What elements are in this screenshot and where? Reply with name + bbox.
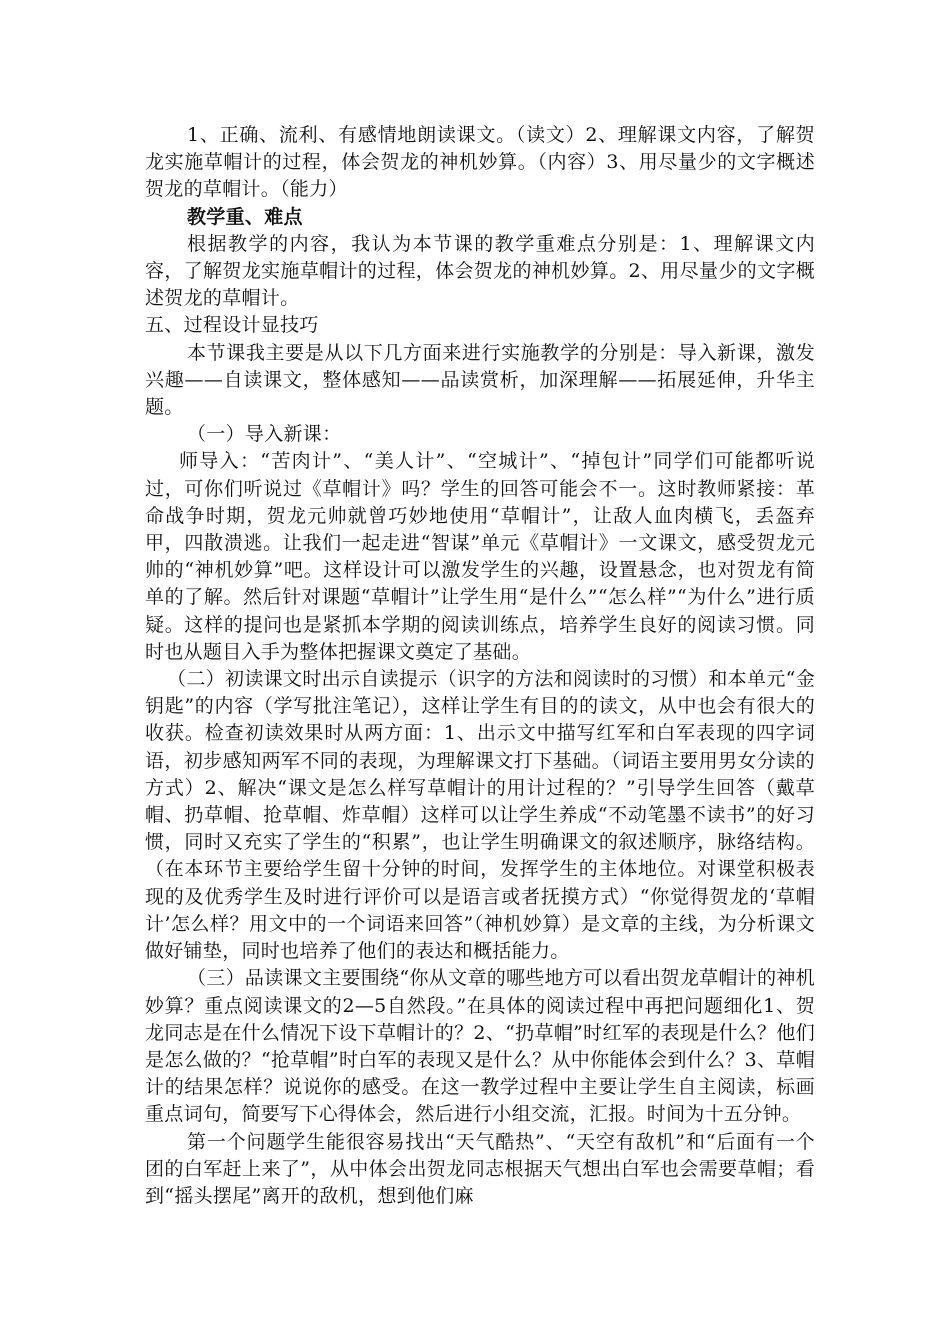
- document-page: [145, 122, 815, 1210]
- step-three-paragraph: （三）品读课文主要围绕“你从文章的哪些地方可以看出贺龙草帽计的神机妙算？重点阅读课文的2—5自然段。”在具体的阅读过程中再把问题细化1、贺龙同志是在什么情况下设下草帽计的？2、“扔草帽”时红军的表现是什么？他们是怎么做的？“抢草帽”时白军的表现又是什么？从中你能体会到什么？3、草帽计的结果怎样？说说你的感受。在这一教学过程中主要让学生自主阅读，标画重点词句，简要写下心得体会，然后进行小组交流，汇报。时间为十五分钟。: [145, 967, 815, 1126]
- key-points-heading: 教学重、难点: [187, 205, 303, 228]
- step-two-paragraph: （二）初读课文时出示自读提示（识字的方法和阅读时的习惯）和本单元“金钥匙”的内容（学写批注笔记），这样让学生有目的的读文，从中也会有很大的收获。检查初读效果时从两方面：1、出示文中描写红军和白军表现的四字词语，初步感知两军不同的表现，为理解课文打下基础。（词语主要用男女分读的方式）2、解决“课文是怎么样写草帽计的用计过程的？”引导学生回答（戴草帽、扔草帽、抢草帽、炸草帽）这样可以让学生养成“不动笔墨不读书”的好习惯，同时又充实了学生的“积累”，也让学生明确课文的叙述顺序，脉络结构。（在本环节主要给学生留十分钟的时间，发挥学生的主体地位。对课堂积极表现的及优秀学生及时进行评价可以是语言或者抚摸方式）“你觉得贺龙的‘草帽计’怎么样？用文中的一个词语来回答”（神机妙算）是文章的主线，为分析课文做好铺垫，同时也培养了他们的表达和概括能力。: [145, 668, 815, 963]
- section-five-heading: 五、过程设计显技巧: [145, 314, 319, 337]
- teaching-goals-paragraph: 1、正确、流利、有感情地朗读课文。（读文）2、理解课文内容，了解贺龙实施草帽计的过程，体会贺龙的神机妙算。（内容）3、用尽量少的文字概述贺龙的草帽计。（能力）: [145, 124, 815, 201]
- step-one-paragraph: 师导入：“苦肉计”、“美人计”、“空城计”、“掉包计”同学们可能都听说过，可你们听说过《草帽计》吗？学生的回答可能会不一。这时教师紧接：革命战争时期，贺龙元帅就曾巧妙地使用“草帽计”，让敌人血肉横飞，丢盔弃甲，四散溃逃。让我们一起走进“智谋”单元《草帽计》一文课文，感受贺龙元帅的“神机妙算”吧。这样设计可以激发学生的兴趣，设置悬念，也对贺龙有简单的了解。然后针对课题“草帽计”让学生用“是什么”“怎么样”“为什么”进行质疑。这样的提问也是紧抓本学期的阅读训练点，培养学生良好的阅读习惯。同时也从题目入手为整体把握课文奠定了基础。: [145, 450, 815, 663]
- key-points-paragraph: 根据教学的内容，我认为本节课的教学重难点分别是：1、理解课文内容，了解贺龙实施草帽计的过程，体会贺龙的神机妙算。2、用尽量少的文字概述贺龙的草帽计。: [145, 232, 815, 310]
- question-one-paragraph: 第一个问题学生能很容易找出“天气酷热”、“天空有敌机”和“后面有一个团的白军赶上来了”，从中体会出贺龙同志根据天气想出白军也会需要草帽；看到“摇头摆尾”离开的敌机，想到他们麻: [145, 1130, 815, 1207]
- process-overview-paragraph: 本节课我主要是从以下几方面来进行实施教学的分别是：导入新课，激发兴趣——自读课文，整体感知——品读赏析，加深理解——拓展延伸，升华主题。: [145, 341, 815, 419]
- step-one-heading: （一）导入新课：: [187, 423, 342, 446]
